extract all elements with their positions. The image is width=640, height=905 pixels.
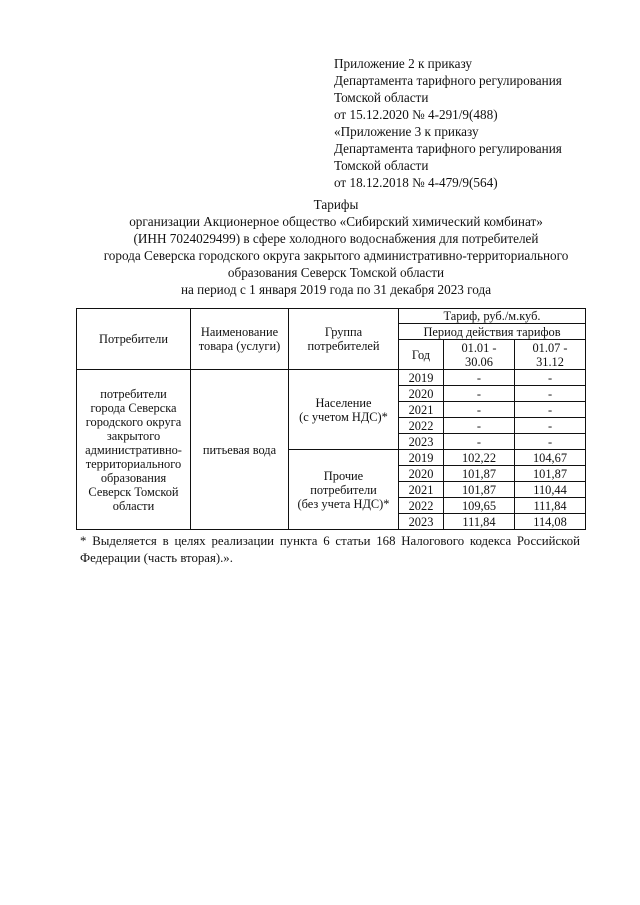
title-line: образования Северск Томской области <box>227 265 445 280</box>
table-row <box>77 370 586 386</box>
col-header-goods: Наименование товара (услуги) <box>191 309 289 370</box>
tariff-second-half-cell: 104,67 <box>515 450 586 466</box>
document-title <box>60 196 612 298</box>
tariff-first-half-cell: 109,65 <box>444 498 515 514</box>
tariff-second-half-cell: - <box>515 370 586 386</box>
col-header-second-half: 01.07 - 31.12 <box>515 340 586 370</box>
tariff-first-half-cell: 111,84 <box>444 514 515 530</box>
year-cell: 2022 <box>399 498 444 514</box>
year-cell: 2023 <box>399 434 444 450</box>
col-header-consumers: Потребители <box>77 309 191 370</box>
header-line: от 18.12.2018 № 4-479/9(564) <box>334 175 498 190</box>
tariff-second-half-cell: - <box>515 434 586 450</box>
title-line: организации Акционерное общество «Сибирский химический комбинат» <box>129 214 543 229</box>
year-cell: 2022 <box>399 418 444 434</box>
year-cell: 2020 <box>399 386 444 402</box>
tariff-first-half-cell: 102,22 <box>444 450 515 466</box>
tariff-second-half-cell: 101,87 <box>515 466 586 482</box>
consumers-cell: потребители города Северска городского округа закрытого административно- территориального образования Северск Томской области <box>77 370 191 530</box>
tariff-second-half-cell: 114,08 <box>515 514 586 530</box>
tariff-first-half-cell: - <box>444 370 515 386</box>
tariff-first-half-cell: 101,87 <box>444 466 515 482</box>
tariff-second-half-cell: - <box>515 402 586 418</box>
header-line: Департамента тарифного регулирования <box>334 73 562 88</box>
goods-cell: питьевая вода <box>191 370 289 530</box>
tariff-second-half-cell: 110,44 <box>515 482 586 498</box>
title-line: Тарифы <box>313 197 359 212</box>
appendix-header <box>334 55 624 191</box>
col-header-tariff: Тариф, руб./м.куб. <box>399 309 586 324</box>
tariff-second-half-cell: - <box>515 418 586 434</box>
title-line: города Северска городского округа закрытого административно-территориального <box>103 248 569 263</box>
year-cell: 2019 <box>399 450 444 466</box>
col-header-first-half: 01.01 - 30.06 <box>444 340 515 370</box>
year-cell: 2021 <box>399 402 444 418</box>
header-line: Приложение 2 к приказу <box>334 56 472 71</box>
col-header-period: Период действия тарифов <box>399 324 586 340</box>
header-line: Томской области <box>334 158 429 173</box>
header-line: «Приложение 3 к приказу <box>334 124 479 139</box>
col-header-group: Группа потребителей <box>289 309 399 370</box>
tariff-first-half-cell: - <box>444 402 515 418</box>
tariff-first-half-cell: - <box>444 386 515 402</box>
header-line: от 15.12.2020 № 4-291/9(488) <box>334 107 498 122</box>
tariff-second-half-cell: - <box>515 386 586 402</box>
col-header-year: Год <box>399 340 444 370</box>
tariff-first-half-cell: 101,87 <box>444 482 515 498</box>
title-line: (ИНН 7024029499) в сфере холодного водоснабжения для потребителей <box>133 231 539 246</box>
tariff-first-half-cell: - <box>444 434 515 450</box>
year-cell: 2021 <box>399 482 444 498</box>
group-cell: Население (с учетом НДС)* <box>289 370 399 450</box>
tariff-first-half-cell: - <box>444 418 515 434</box>
year-cell: 2019 <box>399 370 444 386</box>
title-line: на период с 1 января 2019 года по 31 декабря 2023 года <box>180 282 492 297</box>
header-line: Томской области <box>334 90 429 105</box>
footnote: * Выделяется в целях реализации пункта 6 статьи 168 Налогового кодекса Российской Федерации (часть вторая).». <box>80 534 580 565</box>
tariff-table <box>76 308 586 530</box>
group-cell: Прочие потребители (без учета НДС)* <box>289 450 399 530</box>
year-cell: 2020 <box>399 466 444 482</box>
year-cell: 2023 <box>399 514 444 530</box>
header-line: Департамента тарифного регулирования <box>334 141 562 156</box>
tariff-second-half-cell: 111,84 <box>515 498 586 514</box>
